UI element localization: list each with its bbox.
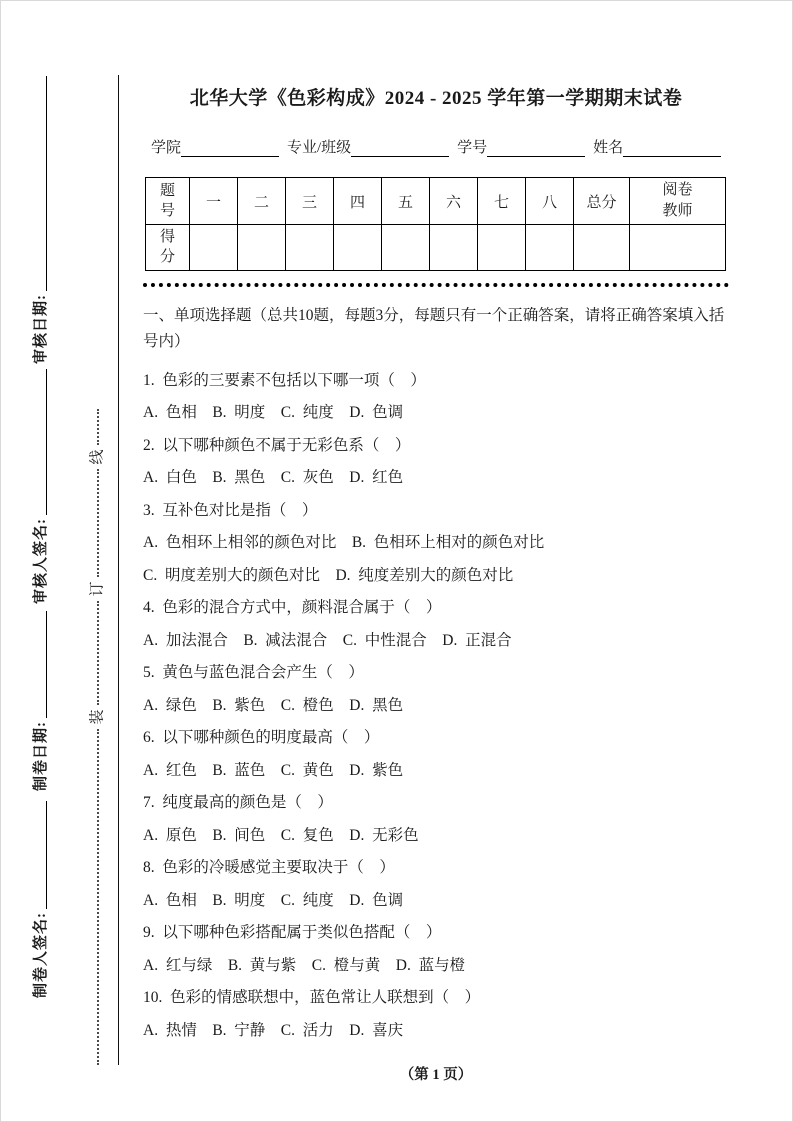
question-1 bbox=[143, 365, 729, 430]
score-blank-cell bbox=[286, 225, 334, 271]
reviewer-signature-label: 审核人签名: bbox=[33, 518, 49, 604]
review-date-field bbox=[29, 76, 50, 364]
reviewer-signature-field bbox=[29, 369, 50, 604]
student-id-label: 学号 bbox=[457, 140, 488, 156]
question-options: A. 红色 B. 蓝色 C. 黄色 D. 紫色 bbox=[143, 761, 404, 779]
score-blank-cell bbox=[382, 225, 430, 271]
score-blank-cell bbox=[430, 225, 478, 271]
question-options: A. 加法混合 B. 减法混合 C. 中性混合 D. 正混合 bbox=[143, 631, 512, 649]
question-text: 9. 以下哪种色彩搭配属于类似色搭配（ ） bbox=[143, 924, 442, 941]
question-number-header-cell: 题号 bbox=[146, 178, 190, 225]
paper-maker-signature-field bbox=[29, 801, 50, 998]
page-title: 北华大学《色彩构成》2024 - 2025 学年第一学期期末试卷 bbox=[189, 88, 683, 109]
question-options: A. 原色 B. 间色 C. 复色 D. 无彩色 bbox=[143, 826, 419, 844]
grader-cell: 阅卷教师 bbox=[630, 178, 726, 225]
paper-date-blank-line bbox=[46, 611, 47, 718]
college-blank-line bbox=[181, 138, 279, 157]
score-row bbox=[146, 225, 726, 271]
question-options: A. 色相环上相邻的颜色对比 B. 色相环上相对的颜色对比 bbox=[143, 534, 545, 551]
score-blank-cell bbox=[238, 225, 286, 271]
score-blank-cell bbox=[334, 225, 382, 271]
section-3-cell: 三 bbox=[286, 178, 334, 225]
question-3 bbox=[143, 495, 729, 593]
score-blank-cell bbox=[630, 225, 726, 271]
score-blank-cell bbox=[478, 225, 526, 271]
score-header-cell: 得分 bbox=[146, 225, 190, 271]
paper-maker-signature-label: 制卷人签名: bbox=[33, 912, 49, 998]
section-2-cell: 二 bbox=[238, 178, 286, 225]
question-6 bbox=[143, 722, 729, 787]
page-number: （第 1 页） bbox=[399, 1067, 473, 1083]
section-6-cell: 六 bbox=[430, 178, 478, 225]
question-4 bbox=[143, 592, 729, 657]
question-options: A. 绿色 B. 紫色 C. 橙色 D. 黑色 bbox=[143, 696, 404, 714]
binding-char-zhuang: 装 bbox=[89, 709, 106, 725]
question-text: 6. 以下哪种颜色的明度最高（ ） bbox=[143, 729, 380, 746]
question-list bbox=[143, 365, 729, 1048]
dotted-separator bbox=[143, 283, 729, 287]
binding-char-xian: 线 bbox=[89, 449, 106, 465]
question-text: 4. 色彩的混合方式中，颜料混合属于（ ） bbox=[143, 599, 442, 616]
major-class-blank-line bbox=[351, 138, 449, 157]
question-10 bbox=[143, 982, 729, 1047]
question-5 bbox=[143, 657, 729, 722]
question-7 bbox=[143, 787, 729, 852]
question-text: 5. 黄色与蓝色混合会产生（ ） bbox=[143, 664, 364, 681]
name-label: 姓名 bbox=[593, 140, 624, 156]
question-number-row bbox=[146, 178, 726, 225]
question-options: A. 红与绿 B. 黄与紫 C. 橙与黄 D. 蓝与橙 bbox=[143, 956, 466, 974]
section-5-cell: 五 bbox=[382, 178, 430, 225]
major-class-label: 专业/班级 bbox=[286, 140, 352, 156]
binding-dotted-segment bbox=[97, 409, 99, 445]
question-text: 7. 纯度最高的颜色是（ ） bbox=[143, 794, 333, 811]
section-4-cell: 四 bbox=[334, 178, 382, 225]
binding-char-ding: 订 bbox=[89, 581, 106, 597]
review-date-label: 审核日期: bbox=[33, 294, 49, 364]
college-label: 学院 bbox=[151, 140, 182, 156]
section-8-cell: 八 bbox=[526, 178, 574, 225]
question-options: C. 明度差别大的颜色对比 D. 纯度差别大的颜色对比 bbox=[143, 566, 514, 584]
question-2 bbox=[143, 430, 729, 495]
review-date-blank-line bbox=[46, 76, 47, 291]
student-id-blank-line bbox=[487, 138, 585, 157]
question-options: A. 白色 B. 黑色 C. 灰色 D. 红色 bbox=[143, 469, 404, 486]
question-options: A. 色相 B. 明度 C. 纯度 D. 色调 bbox=[143, 404, 404, 421]
exam-content bbox=[143, 83, 729, 1084]
binding-dotted-segment bbox=[97, 729, 99, 1065]
name-blank-line bbox=[623, 138, 721, 157]
paper-date-field bbox=[29, 611, 50, 791]
score-blank-cell bbox=[526, 225, 574, 271]
score-blank-cell bbox=[190, 225, 238, 271]
question-text: 1. 色彩的三要素不包括以下哪一项（ ） bbox=[143, 371, 426, 389]
section-7-cell: 七 bbox=[478, 178, 526, 225]
section-1-cell: 一 bbox=[190, 178, 238, 225]
section-heading: 一、单项选择题（总共10题，每题3分，每题只有一个正确答案，请将正确答案填入括号内） bbox=[143, 306, 725, 350]
question-8 bbox=[143, 852, 729, 917]
binding-dotted-segment bbox=[97, 601, 99, 705]
binding-dotted-segment bbox=[97, 469, 99, 577]
paper-maker-signature-blank-line bbox=[46, 801, 47, 909]
reviewer-signature-blank-line bbox=[46, 369, 47, 515]
total-score-cell: 总分 bbox=[574, 178, 630, 225]
question-9 bbox=[143, 917, 729, 982]
paper-date-label: 制卷日期: bbox=[33, 721, 49, 791]
question-text: 3. 互补色对比是指（ ） bbox=[143, 501, 318, 519]
margin-divider-line bbox=[118, 75, 119, 1065]
question-options: A. 色相 B. 明度 C. 纯度 D. 色调 bbox=[143, 891, 404, 909]
binding-line bbox=[88, 409, 108, 1065]
question-text: 10. 色彩的情感联想中，蓝色常让人联想到（ ） bbox=[143, 989, 481, 1006]
score-table bbox=[145, 177, 726, 271]
question-options: A. 热情 B. 宁静 C. 活力 D. 喜庆 bbox=[143, 1021, 404, 1039]
question-text: 2. 以下哪种颜色不属于无彩色系（ ） bbox=[143, 436, 411, 454]
score-blank-cell bbox=[574, 225, 630, 271]
student-info-row bbox=[143, 136, 729, 157]
question-text: 8. 色彩的冷暖感觉主要取决于（ ） bbox=[143, 859, 395, 876]
